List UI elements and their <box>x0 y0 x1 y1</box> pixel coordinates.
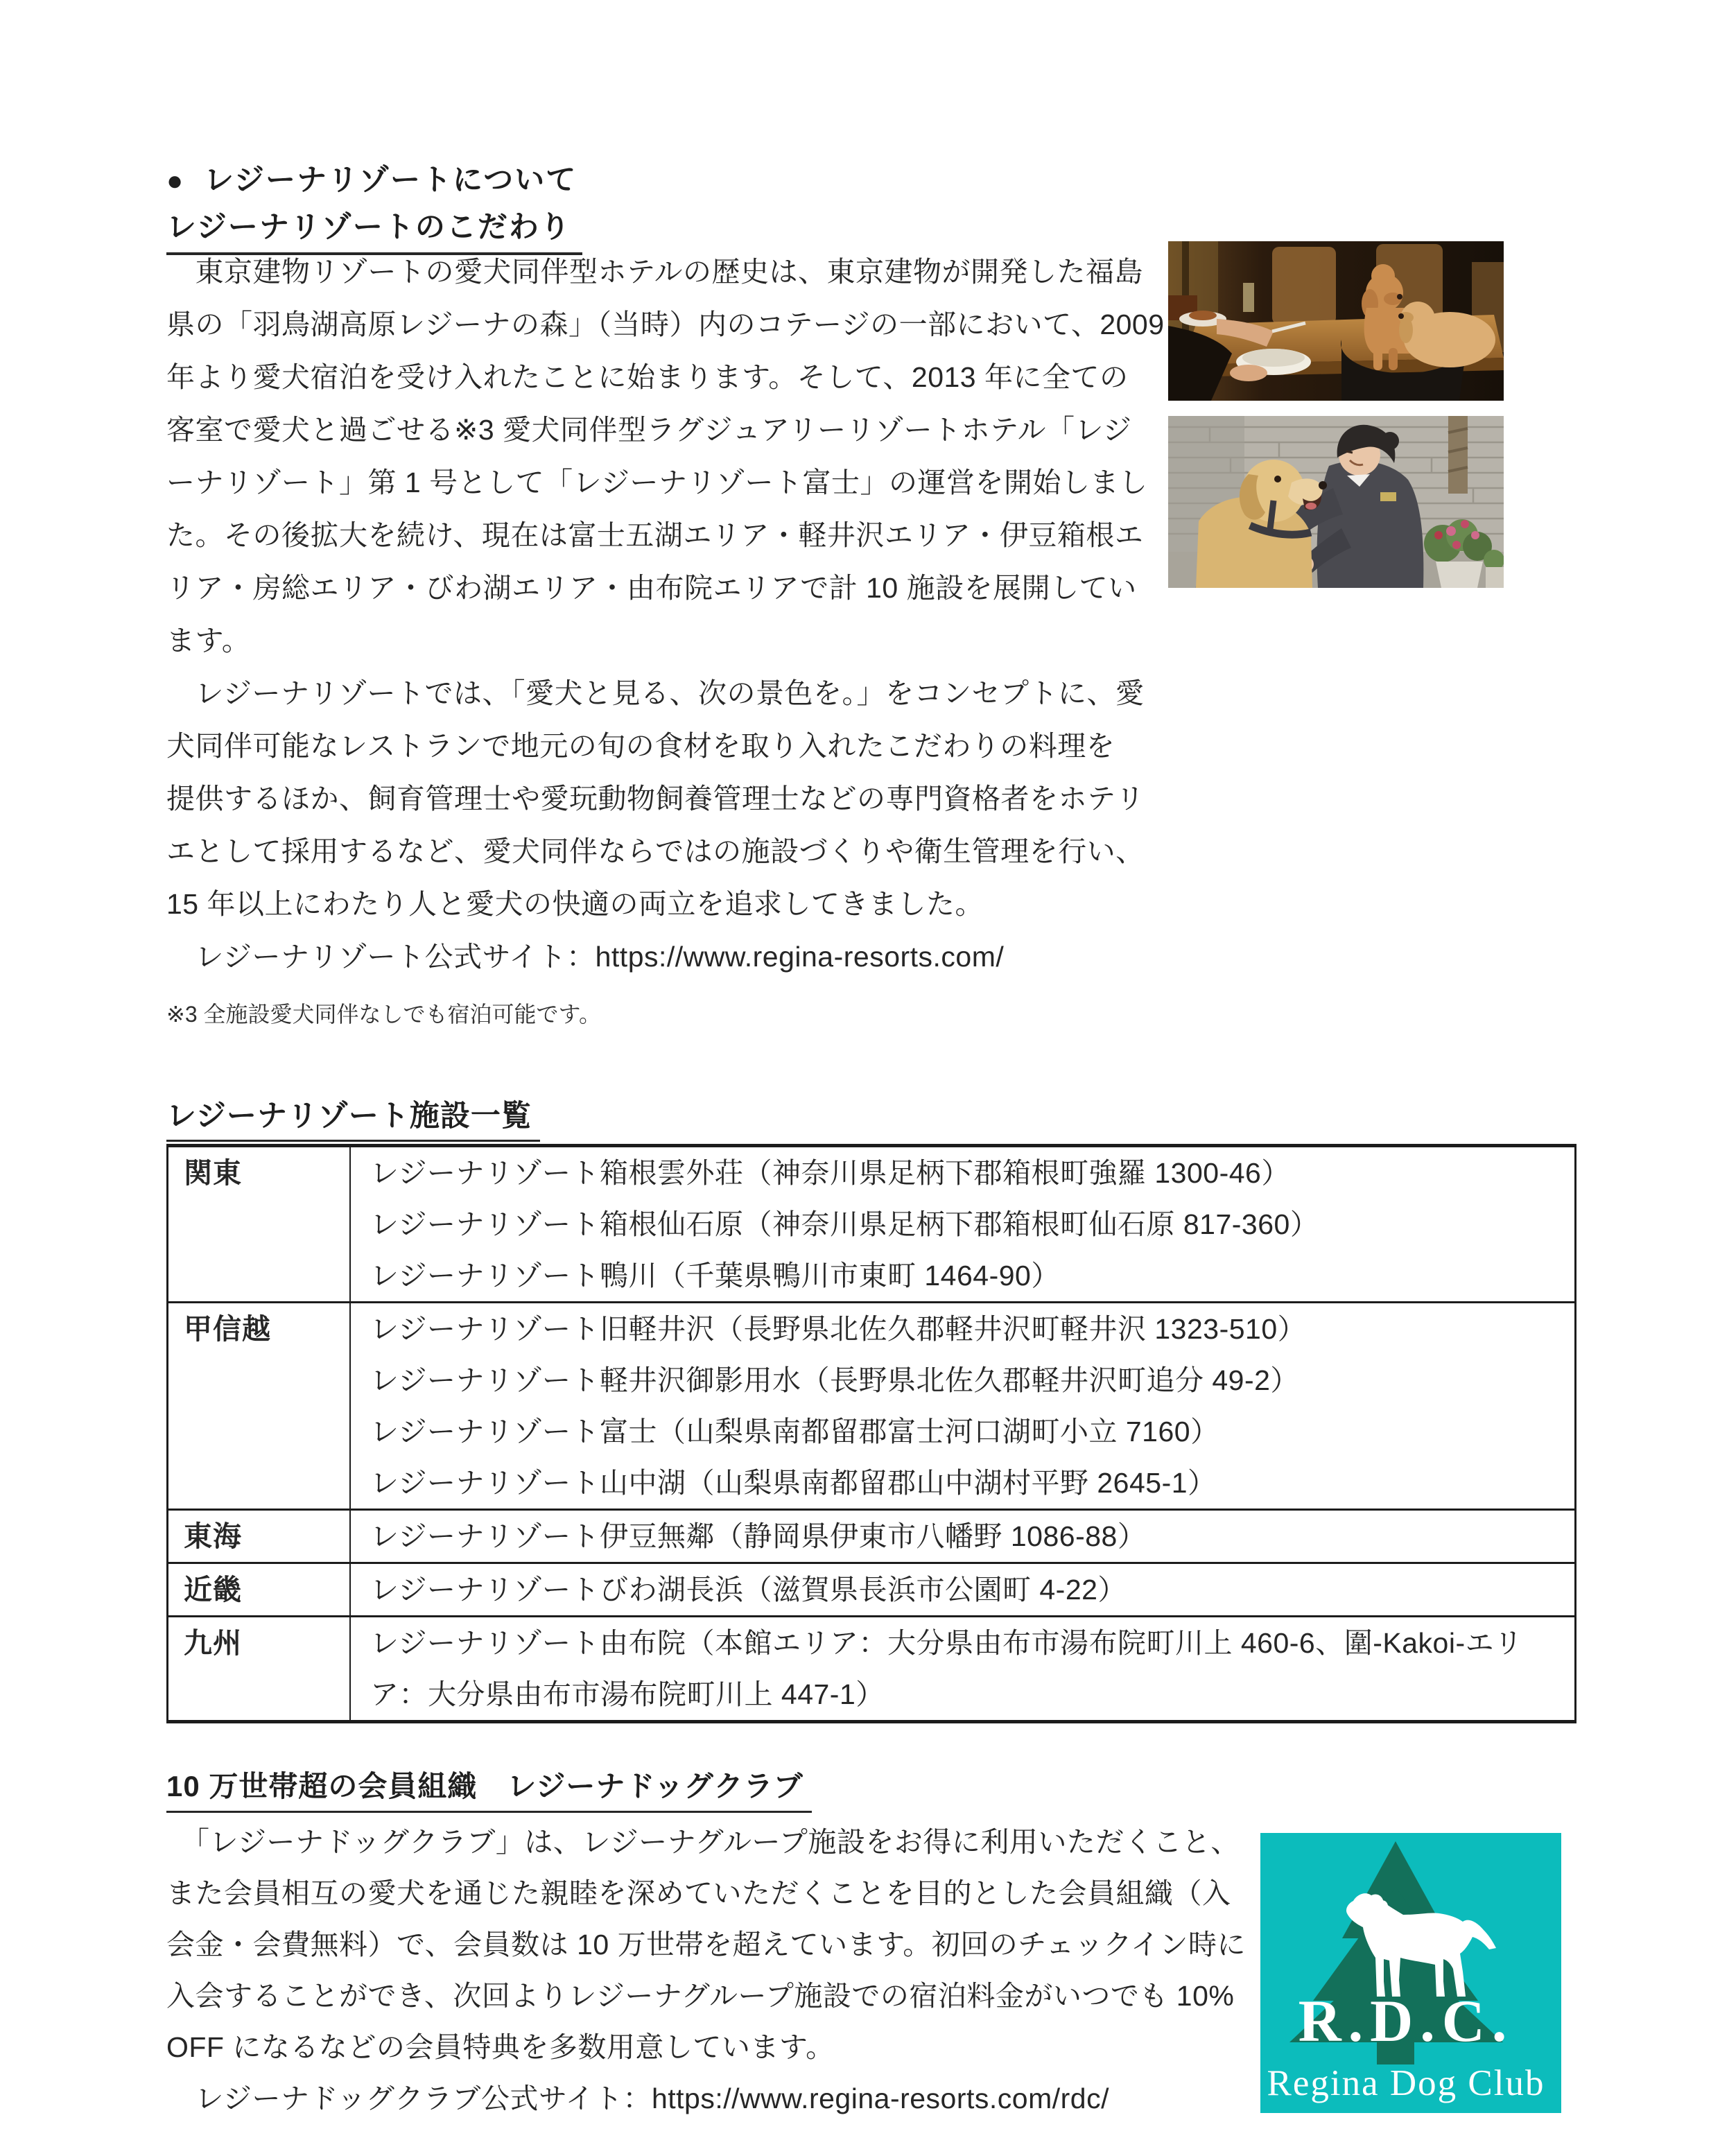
facility-line: レジーナリゾート由布院（本館エリア：大分県由布市湯布院町川上 460-6、圍-Kakoi-エリ <box>370 1627 1523 1659</box>
facility-line: レジーナリゾート軽井沢御影用水（長野県北佐久郡軽井沢町追分 49-2） <box>370 1364 1299 1396</box>
club-site-url: レジーナドッグクラブ公式サイト：https://www.regina-resorts.com/rdc/ <box>166 2083 1109 2114</box>
region-cell: 東海 <box>168 1511 351 1562</box>
facility-line: レジーナリゾート鴨川（千葉県鴨川市東町 1464-90） <box>370 1260 1060 1292</box>
facilities-table-heading: レジーナリゾート施設一覧 <box>166 1093 540 1142</box>
facility-cell <box>351 1617 1574 1720</box>
facility-line: レジーナリゾート富士（山梨県南都留郡富士河口湖町小立 7160） <box>370 1416 1219 1448</box>
facility-line: レジーナリゾート山中湖（山梨県南都留郡山中湖村平野 2645-1） <box>370 1467 1217 1499</box>
region-cell: 九州 <box>168 1617 351 1720</box>
rdc-initials-text: R.D.C. <box>1298 1988 1514 2054</box>
facility-line: レジーナリゾート箱根仙石原（神奈川県足柄下郡箱根町仙石原 817-360） <box>370 1208 1319 1240</box>
rdc-logo-svg <box>1260 1833 1561 2113</box>
footnote-note3: ※3 全施設愛犬同伴なしでも宿泊可能です。 <box>166 1002 601 1027</box>
facility-line: ア：大分県由布市湯布院町川上 447-1） <box>370 1678 885 1710</box>
para1-line: 年より愛犬宿泊を受け入れたことに始まります。そして、2013 年に全ての <box>166 361 1129 393</box>
para1-line: 県の「羽鳥湖高原レジーナの森」（当時）内のコテージの一部において、2009 <box>166 308 1165 340</box>
club-para-line: 会金・会費無料）で、会員数は 10 万世帯を超えています。初回のチェックイン時に <box>166 1929 1246 1961</box>
para1-line: リア・房総エリア・びわ湖エリア・由布院エリアで計 10 施設を展開してい <box>166 572 1137 604</box>
club-para-line: 入会することができ、次回よりレジーナグループ施設での宿泊料金がいつでも 10% <box>166 1980 1235 2012</box>
para2-line: 15 年以上にわたり人と愛犬の快適の両立を追求してきました。 <box>166 888 984 920</box>
regina-dog-club-logo <box>1260 1833 1561 2113</box>
club-para-line: 「レジーナドッグクラブ」は、レジーナグループ施設をお得に利用いただくこと、 <box>166 1826 1240 1858</box>
para1-line: ーナリゾート」第 1 号として「レジーナリゾート富士」の運営を開始しまし <box>166 467 1148 498</box>
subheading-kodawari: レジーナリゾートのこだわり <box>166 204 582 255</box>
dog-club-text-column <box>166 1816 1283 2124</box>
table-row-kanto <box>168 1147 1574 1301</box>
table-row-tokai <box>168 1509 1574 1562</box>
para1-line: た。その後拡大を続け、現在は富士五湖エリア・軽井沢エリア・伊豆箱根エ <box>166 519 1144 551</box>
name-badge <box>1380 492 1396 501</box>
glass <box>1243 283 1254 312</box>
club-para-line: また会員相互の愛犬を通じた親睦を深めていただくことを目的とした会員組織（入 <box>166 1877 1231 1909</box>
restaurant-scene-illustration <box>1168 241 1504 401</box>
hotelier-petting-golden-retriever-photo <box>1168 416 1504 588</box>
about-text-column <box>166 245 1179 1030</box>
para2-line: エとして採用するなど、愛犬同伴ならではの施設づくりや衛生管理を行い、 <box>166 835 1145 867</box>
para2-line: 提供するほか、飼育管理士や愛玩動物飼養管理士などの専門資格者をホテリ <box>166 783 1145 815</box>
section-heading-about-label: レジーナリゾートについて <box>204 164 577 197</box>
table-row-koshinetsu <box>168 1301 1574 1509</box>
region-cell: 関東 <box>168 1147 351 1301</box>
para2-line: レジーナリゾートでは、「愛犬と見る、次の景色を。」をコンセプトに、愛 <box>166 677 1145 709</box>
table-row-kyushu <box>168 1615 1574 1720</box>
region-cell: 甲信越 <box>168 1303 351 1509</box>
section-heading-about <box>166 157 577 199</box>
facility-cell <box>351 1147 1574 1301</box>
club-para-line: OFF になるなどの会員特典を多数用意しています。 <box>166 2031 835 2063</box>
official-site-url: レジーナリゾート公式サイト：https://www.regina-resorts.com/ <box>166 941 1005 973</box>
para1-line: ます。 <box>166 625 251 657</box>
hotelier-dog-scene-illustration <box>1168 416 1504 588</box>
para2-line: 犬同伴可能なレストランで地元の旬の食材を取り入れたこだわりの料理を <box>166 730 1115 762</box>
region-cell: 近畿 <box>168 1564 351 1615</box>
facility-line: レジーナリゾートびわ湖長浜（滋賀県長浜市公園町 4-22） <box>370 1574 1127 1606</box>
facility-cell <box>351 1511 1574 1562</box>
dog-club-heading: 10 万世帯超の会員組織 レジーナドッグクラブ <box>166 1764 812 1813</box>
facility-line: レジーナリゾート伊豆無鄰（静岡県伊東市八幡野 1086-88） <box>370 1520 1147 1552</box>
rdc-club-name-text: Regina Dog Club <box>1267 2063 1545 2103</box>
para1-line: 東京建物リゾートの愛犬同伴型ホテルの歴史は、東京建物が開発した福島 <box>166 256 1143 288</box>
table-row-kinki <box>168 1562 1574 1615</box>
palm-trunk <box>1448 416 1468 494</box>
facility-line: レジーナリゾート箱根雲外荘（神奈川県足柄下郡箱根町強羅 1300-46） <box>370 1157 1290 1189</box>
para1-line: 客室で愛犬と過ごせる※3 愛犬同伴型ラグジュアリーリゾートホテル「レジ <box>166 414 1132 446</box>
facility-line: レジーナリゾート旧軽井沢（長野県北佐久郡軽井沢町軽井沢 1323-510） <box>370 1313 1307 1345</box>
facility-cell <box>351 1303 1574 1509</box>
chair-back <box>1272 247 1336 324</box>
dogs-at-restaurant-photo <box>1168 241 1504 401</box>
facilities-table <box>166 1144 1576 1723</box>
facility-cell <box>351 1564 1574 1615</box>
bullet-icon: ● <box>166 166 185 196</box>
